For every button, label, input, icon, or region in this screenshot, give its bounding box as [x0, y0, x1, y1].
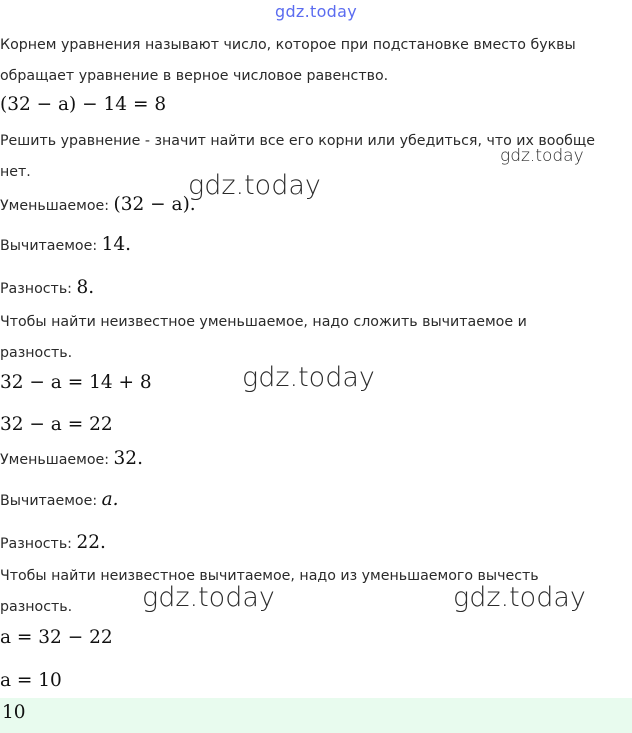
minuend-label: Уменьшаемое: [0, 198, 110, 214]
difference2-label: Разность: [0, 536, 72, 552]
step-1-equation: 32 − a = 14 + 8 [0, 372, 152, 393]
rule-minuend-line-2: разность. [0, 345, 73, 361]
definition-solve-line-2: нет. [0, 164, 31, 180]
definition-root-line-1: Корнем уравнения называют число, которое при подстановке вместо буквы [0, 37, 576, 53]
definition-solve-line-1: Решить уравнение - значит найти все его корни или убедиться, что их вообще [0, 133, 595, 149]
watermark: gdz.today [142, 582, 275, 613]
site-header-logo[interactable]: gdz.today [275, 2, 357, 21]
step-4-equation: a = 10 [0, 670, 62, 691]
watermark: gdz.today [242, 362, 375, 393]
watermark: gdz.today [500, 146, 584, 166]
subtrahend-value: 14. [101, 234, 132, 255]
difference-value: 8. [76, 277, 95, 298]
step-2-equation: 32 − a = 22 [0, 414, 113, 435]
rule-subtrahend-line-2: разность. [0, 599, 73, 615]
subtrahend2-label: Вычитаемое: [0, 493, 98, 509]
difference-line [0, 279, 94, 298]
subtrahend2-value: a. [101, 489, 119, 510]
watermark: gdz.today [453, 582, 586, 613]
difference-label: Разность: [0, 281, 72, 297]
minuend2-value: 32. [113, 448, 143, 469]
minuend-line [0, 196, 196, 215]
rule-subtrahend-line-1: Чтобы найти неизвестное вычитаемое, надо из уменьшаемого вычесть [0, 568, 539, 584]
subtrahend-line [0, 236, 131, 255]
subtrahend2-line [0, 491, 119, 510]
watermark: gdz.today [188, 170, 321, 201]
subtrahend-label: Вычитаемое: [0, 238, 98, 254]
difference2-value: 22. [76, 532, 106, 553]
definition-root-line-2: обращает уравнение в верное числовое равенство. [0, 68, 389, 84]
step-3-equation: a = 32 − 22 [0, 627, 113, 648]
answer-box [0, 698, 632, 733]
rule-minuend-line-1: Чтобы найти неизвестное уменьшаемое, надо сложить вычитаемое и [0, 314, 527, 330]
minuend2-line [0, 450, 143, 469]
answer-value: 10 [2, 702, 26, 723]
minuend-value: (32 − a). [113, 194, 196, 215]
minuend2-label: Уменьшаемое: [0, 452, 110, 468]
main-equation: (32 − a) − 14 = 8 [0, 94, 167, 115]
difference2-line [0, 534, 106, 553]
